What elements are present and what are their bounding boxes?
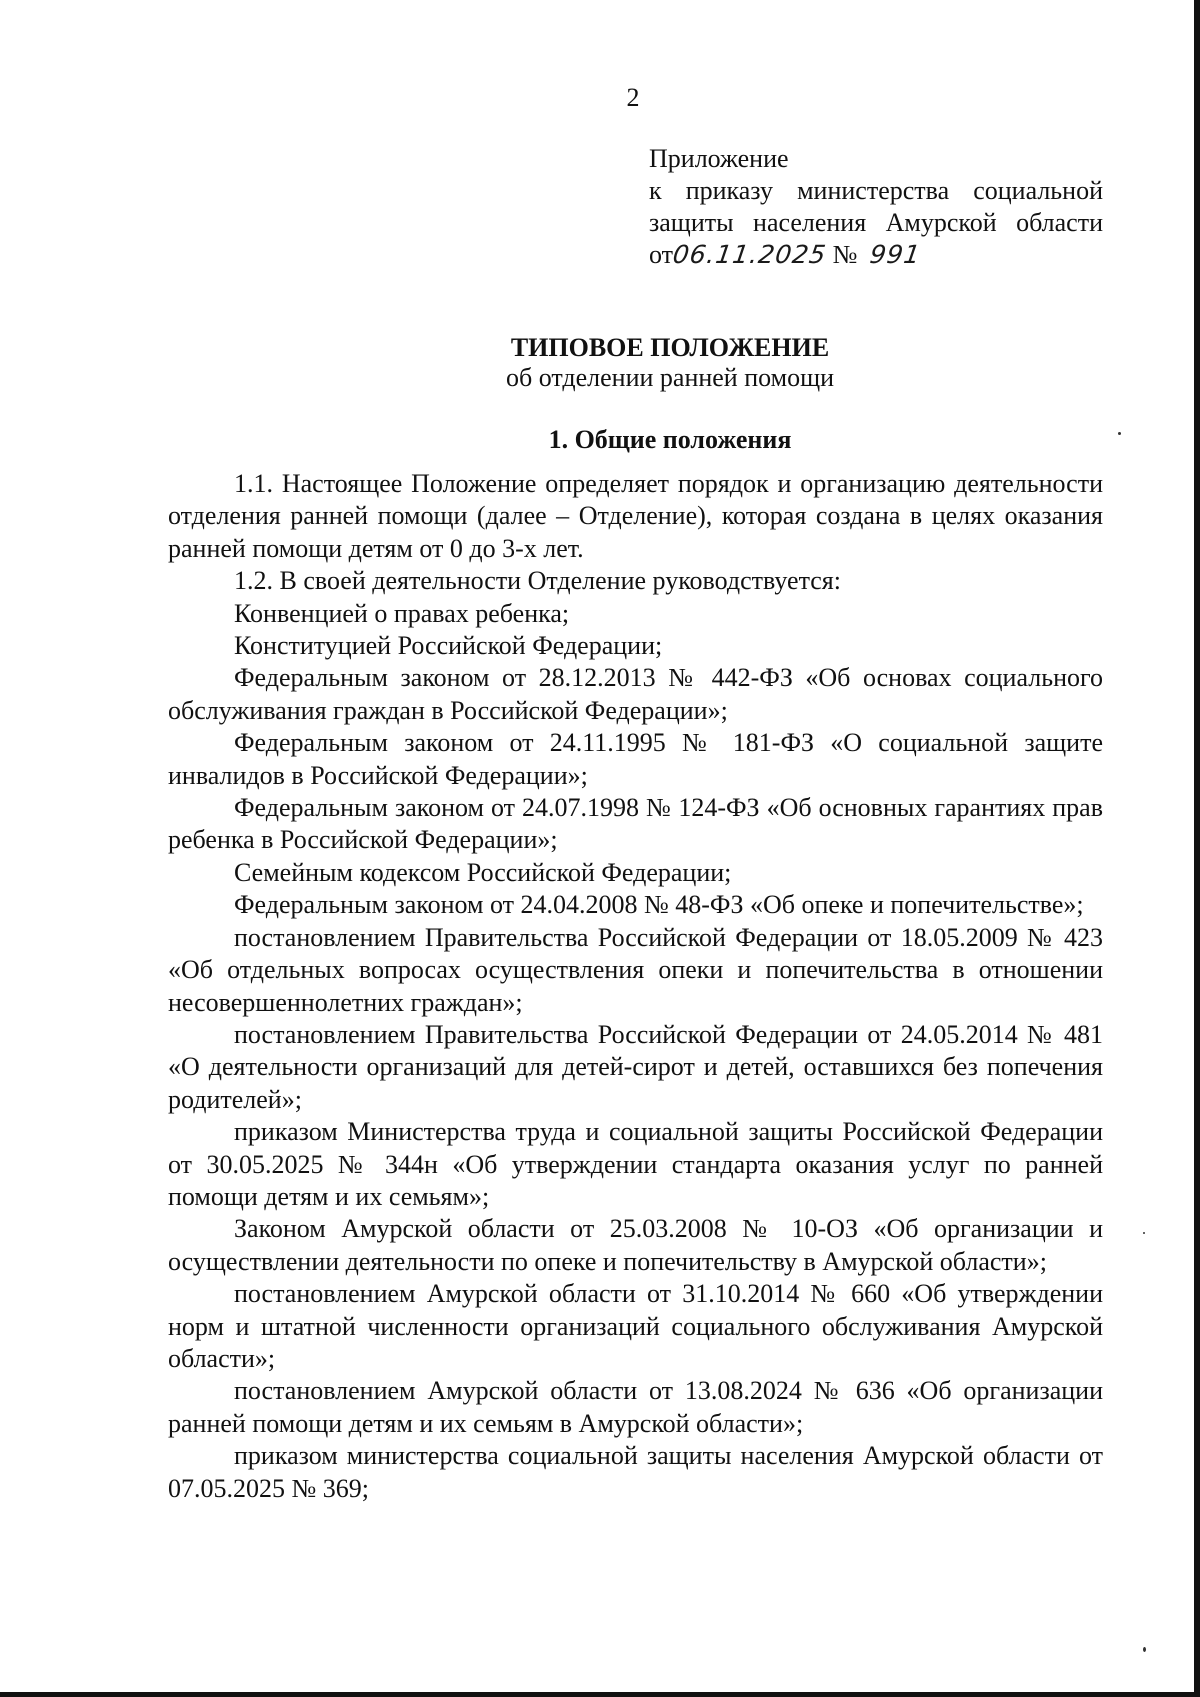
list-item-fz-442: Федеральным законом от 28.12.2013 № 442-ФЗ «Об основах социального обслуживания граждан в Российской Федерации»; [168,663,1103,725]
scan-speck [1143,1232,1145,1234]
document-title: ТИПОВОЕ ПОЛОЖЕНИЕ [510,333,830,362]
list-item-gov-423: постановлением Правительства Российской Федерации от 18.05.2009 № 423 «Об отдельных вопросах осуществления опеки и попечительства в отношении несовершеннолетних граждан»; [168,922,1103,1017]
number-sign: № [832,240,858,269]
list-item-family-code: Семейным кодексом Российской Федерации; [234,857,732,887]
list-item-resolution-660: постановлением Амурской области от 31.10.2014 № 660 «Об утверждении норм и штатной численности организаций социального обслуживания Амурской области»; [168,1279,1103,1373]
list-item-gov-481: постановлением Правительства Российской Федерации от 24.05.2014 № 481 «О деятельности организаций для детей-сирот и детей, оставшихся без попечения родителей»; [168,1019,1103,1114]
scan-edge-bottom [0,1692,1200,1697]
appendix-label: Приложение [649,144,789,173]
list-item-resolution-636: постановлением Амурской области от 13.08.2024 № 636 «Об организации ранней помощи детям и их семьям в Амурской области»; [168,1376,1103,1438]
scan-speck [1143,1647,1146,1652]
appendix-block [649,143,1103,271]
date-prefix: от [649,240,674,269]
list-item-fz-48: Федеральным законом от 24.04.2008 № 48-ФЗ «Об опеке и попечительстве»; [234,890,1084,920]
appendix-order-line: к приказу министерства социальной [649,176,1103,205]
scan-edge-right [1194,0,1200,1697]
list-item-mintrud-344n: приказом Министерства труда и социальной защиты Российской Федерации от 30.05.2025 № 344н «Об утверждении стандарта оказания услуг по ранней помощи детям и их семьям»; [168,1117,1103,1211]
handwritten-number: 991 [868,240,924,269]
paragraph-1-2: 1.2. В своей деятельности Отделение руководствуется: [234,566,841,596]
list-item-fz-181: Федеральным законом от 24.11.1995 № 181-ФЗ «О социальной защите инвалидов в Российской Федерации»; [168,728,1103,790]
section-heading: 1. Общие положения [548,425,792,454]
document-subtitle: об отделении ранней помощи [505,363,835,392]
list-item-order-369: приказом министерства социальной защиты населения Амурской области от 07.05.2025 № 369; [168,1441,1103,1503]
list-item-convention: Конвенцией о правах ребенка; [234,598,570,628]
body-text [168,468,1103,1505]
scan-speck [1118,432,1121,435]
handwritten-date: 06.11.2025 [671,240,829,269]
list-item-fz-124: Федеральным законом от 24.07.1998 № 124-ФЗ «Об основных гарантиях прав ребенка в Российской Федерации»; [168,793,1103,855]
appendix-date-line [649,239,1103,271]
appendix-ministry-line: защиты населения Амурской области [649,208,1103,237]
paragraph-1-1: 1.1. Настоящее Положение определяет порядок и организацию деятельности отделения ранней помощи (далее – Отделение), которая создана в целях оказания ранней помощи детям от 0 до 3-х лет. [168,469,1103,563]
list-item-oz-10: Законом Амурской области от 25.03.2008 № 10-ОЗ «Об организации и осуществлении деятельности по опеке и попечительству в Амурской области»; [168,1214,1103,1276]
page-number: 2 [626,83,640,112]
list-item-constitution: Конституцией Российской Федерации; [234,631,663,661]
